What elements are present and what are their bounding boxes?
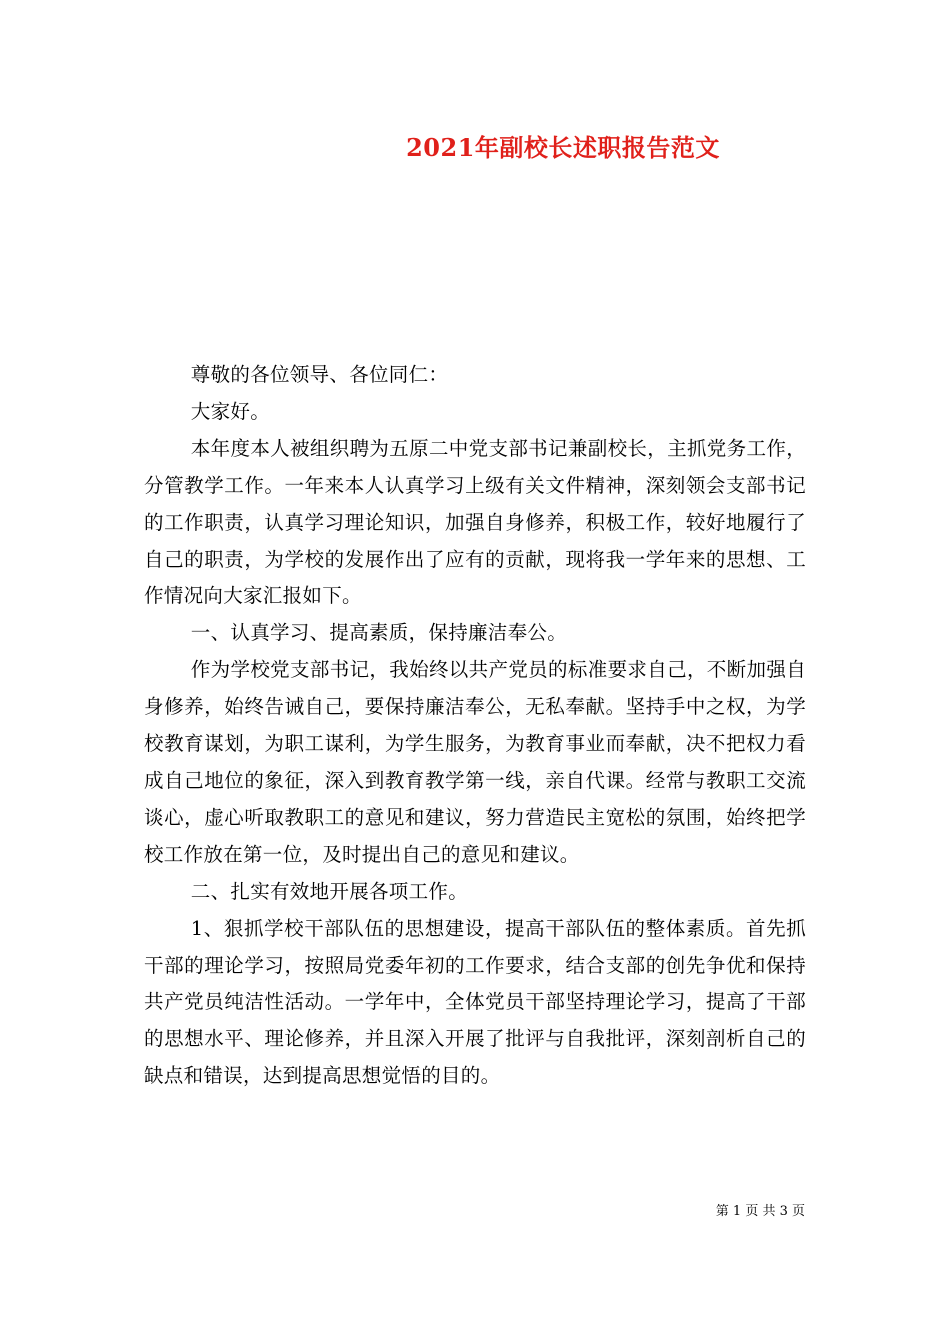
document-title-text: 2021年副校长述职报告范文 xyxy=(406,133,720,162)
section-2-item-1: 1、狠抓学校干部队伍的思想建设，提高干部队伍的整体素质。首先抓干部的理论学习，按照局党委年初的工作要求，结合支部的创先争优和保持共产党员纯洁性活动。一学年中，全体党员干部坚持理论学习，提高了干部的思想水平、理论修养，并且深入开展了批评与自我批评，深刻剖析自己的缺点和错误，达到提高思想觉悟的目的。 xyxy=(144,916,806,1088)
salutation: 尊敬的各位领导、各位同仁： xyxy=(190,363,449,386)
section-heading-1: 一、认真学习、提高素质，保持廉洁奉公。 xyxy=(190,621,567,645)
intro-paragraph: 本年度本人被组织聘为五原二中党支部书记兼副校长，主抓党务工作，分管教学工作。一年来本人认真学习上级有关文件精神，深刻领会支部书记的工作职责，认真学习理论知识，加强自身修养，积极工作，较好地履行了自己的职责，为学校的发展作出了应有的贡献，现将我一学年来的思想、工作情况向大家汇报如下。 xyxy=(144,436,806,608)
greeting: 大家好。 xyxy=(190,399,270,423)
section-heading-2: 二、扎实有效地开展各项工作。 xyxy=(190,879,468,903)
document-title xyxy=(0,130,950,166)
page-number: 第 1 页 共 3 页 xyxy=(715,1204,805,1219)
section-1-paragraph: 作为学校党支部书记，我始终以共产党员的标准要求自己，不断加强自身修养，始终告诫自己，要保持廉洁奉公，无私奉献。坚持手中之权，为学校教育谋划，为职工谋利，为学生服务，为教育事业而奉献，决不把权力看成自己地位的象征，深入到教育教学第一线，亲自代课。经常与教职工交流谈心，虚心听取教职工的意见和建议，努力营造民主宽松的氛围，始终把学校工作放在第一位，及时提出自己的意见和建议。 xyxy=(144,658,806,866)
document-body xyxy=(144,357,806,1095)
